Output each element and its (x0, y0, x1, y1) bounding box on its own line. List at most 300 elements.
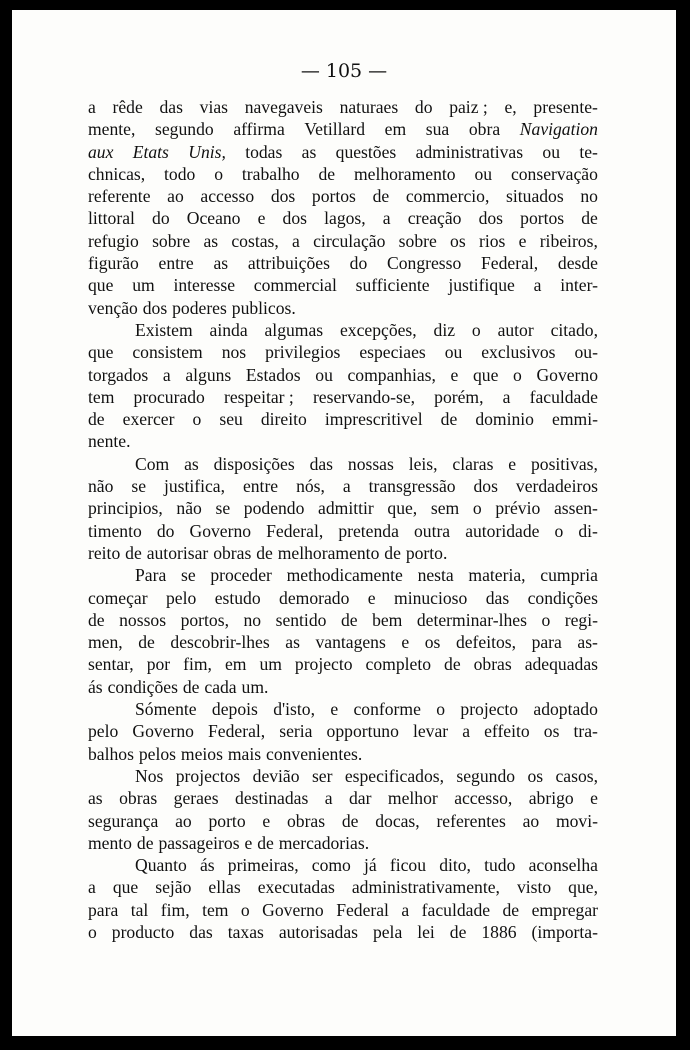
word: attribuições (247, 253, 330, 274)
word: o (554, 520, 564, 541)
word: ou (474, 163, 493, 184)
text-line (88, 297, 598, 319)
word: interesse (173, 275, 236, 296)
word: a (502, 386, 511, 407)
text-line (88, 698, 598, 720)
word: dar (349, 788, 372, 809)
word: porto. (405, 542, 448, 563)
paragraph (88, 765, 598, 854)
word: de (444, 654, 461, 675)
word: de (440, 409, 458, 430)
word: balhos (88, 743, 134, 764)
word: e (508, 453, 517, 474)
word: reservando-se, (312, 386, 416, 407)
word: não (88, 476, 114, 497)
word: ficou (389, 855, 427, 876)
word: e (450, 364, 459, 385)
word: Governo (132, 721, 194, 742)
word: melhor (387, 788, 438, 809)
text-line (88, 364, 598, 386)
paragraph (88, 564, 598, 698)
word: geraes (173, 788, 219, 809)
word: e (257, 208, 266, 229)
word: seu (219, 409, 243, 430)
word: autoridade (465, 520, 540, 541)
word: autorisadas (278, 921, 358, 942)
word: das (159, 97, 183, 117)
word: timento (88, 520, 142, 541)
word: questões (335, 141, 397, 162)
word: condições (107, 676, 178, 697)
word: navegaveis (244, 97, 323, 117)
word: Nos (135, 765, 164, 786)
word: obra (468, 119, 501, 140)
word: convenientes. (266, 743, 363, 764)
word: ou (542, 141, 560, 162)
word: mente, (88, 119, 136, 140)
word: Navigation (519, 119, 598, 140)
word: circulação (313, 230, 386, 251)
word: algumas (264, 319, 324, 340)
word: nossas (347, 453, 394, 474)
word: especiaes (359, 342, 426, 363)
text-line (88, 386, 598, 408)
word: das (485, 587, 510, 608)
word: littoral (88, 208, 135, 229)
word: obras (473, 654, 512, 675)
word: descobrir-lhes (170, 632, 270, 653)
text-line (88, 163, 598, 185)
word: nós, (296, 476, 325, 497)
word: methodicamente (286, 565, 403, 586)
word: bem (372, 609, 403, 630)
word: primeiras, (227, 855, 299, 876)
word: lagos, (324, 208, 366, 229)
word: para (531, 632, 562, 653)
word: dominio (475, 409, 534, 430)
paragraph (88, 854, 598, 943)
word: os (527, 765, 544, 786)
word: Unis, (188, 141, 226, 162)
word: os (543, 721, 560, 742)
word: passageiros (158, 832, 240, 853)
word: materia, (468, 565, 526, 586)
text-line (88, 319, 598, 341)
word: direito (260, 409, 307, 430)
word: Etats (132, 141, 169, 162)
text-line (88, 564, 598, 586)
word: chnicas, (88, 163, 146, 184)
word: mento (88, 832, 132, 853)
word: taxas (227, 921, 264, 942)
word: adoptado (533, 699, 598, 720)
word: tra- (573, 721, 598, 742)
word: projecto (460, 699, 519, 720)
word: se (215, 498, 231, 519)
word: a (162, 364, 171, 385)
word: Oceano (186, 208, 241, 229)
word: ainda (209, 319, 248, 340)
word: proceder (210, 565, 272, 586)
word: movi- (555, 810, 598, 831)
word: levar (412, 721, 449, 742)
word: Com (135, 453, 170, 474)
word: o (541, 609, 551, 630)
word: destinadas (235, 788, 309, 809)
word: faculdade (529, 386, 598, 407)
word: verdadeiros (515, 476, 598, 497)
word: de (256, 542, 273, 563)
word: do (349, 253, 368, 274)
word: começar (88, 587, 148, 608)
word: sobre (398, 230, 437, 251)
paragraph (88, 96, 598, 319)
word: portos (311, 186, 356, 207)
word: ellas (208, 877, 241, 898)
word: Para (135, 565, 167, 586)
word: opportuno (326, 721, 399, 742)
word: principios, (88, 498, 163, 519)
word: a (88, 97, 96, 117)
word: no (243, 609, 262, 630)
word: e (367, 587, 376, 608)
word: paiz ; (449, 97, 488, 117)
word: Federal, (481, 253, 539, 274)
word: autorisar (146, 542, 209, 563)
word: cumpria (540, 565, 598, 586)
word: commercio, (405, 186, 490, 207)
word: assen- (553, 498, 598, 519)
word: naturaes (339, 97, 399, 117)
word: cada (204, 676, 237, 697)
word: portos (520, 208, 565, 229)
word: o (88, 921, 97, 942)
word: commercial (253, 275, 337, 296)
word: desde (557, 253, 598, 274)
word: inter- (560, 275, 598, 296)
word: Existem (135, 319, 193, 340)
word: defeitos, (455, 632, 517, 653)
word: rêde (112, 97, 143, 117)
word: tudo (484, 855, 516, 876)
word: figurão (88, 253, 139, 274)
word: referente (88, 186, 151, 207)
word: sentar, (88, 654, 134, 675)
word: em (224, 654, 247, 675)
word: a (342, 476, 351, 497)
word: respeitar ; (223, 386, 294, 407)
word: ao (175, 810, 192, 831)
word: de (581, 208, 598, 229)
word: entre (158, 253, 194, 274)
word: trabalho (241, 163, 300, 184)
word: faculdade (421, 899, 491, 920)
word: dos (473, 476, 498, 497)
word: di- (578, 520, 598, 541)
word: a (292, 230, 300, 251)
text-line (88, 854, 598, 876)
text-line (88, 341, 598, 363)
word: citado, (550, 319, 598, 340)
word: por (146, 654, 171, 675)
word: completo (365, 654, 432, 675)
word: sufficiente (355, 275, 430, 296)
word: que (112, 877, 139, 898)
word: emmi- (552, 409, 598, 430)
word: e (330, 699, 339, 720)
word: ribeiros, (539, 230, 598, 251)
page-number: — 105 — (300, 60, 388, 82)
word: conforme (353, 699, 421, 720)
word: ser (311, 765, 333, 786)
word: Governo (262, 899, 324, 920)
word: vias (199, 97, 228, 117)
word: podendo (243, 498, 305, 519)
word: exercer (122, 409, 175, 430)
word: que, (387, 498, 418, 519)
word: exclusivos (481, 342, 556, 363)
word: e (401, 632, 410, 653)
text-line (88, 921, 598, 943)
word: empregar (531, 899, 598, 920)
word: conservação (510, 163, 598, 184)
paragraph (88, 698, 598, 765)
word: refugio (88, 230, 139, 251)
text-line (88, 810, 598, 832)
word: seria (279, 721, 313, 742)
word: dito, (439, 855, 471, 876)
word: pelos (138, 743, 176, 764)
word: costas, (231, 230, 279, 251)
word: pela (372, 921, 403, 942)
word: ou- (574, 342, 598, 363)
word: e (244, 832, 253, 853)
word: o (240, 899, 250, 920)
word: as (285, 632, 300, 653)
word: depois (211, 699, 258, 720)
word: minucioso (394, 587, 468, 608)
word: das (189, 921, 213, 942)
word: abrigo (528, 788, 574, 809)
word: de (88, 409, 105, 430)
word: accesso, (454, 788, 513, 809)
text-line (88, 430, 598, 452)
word: das (309, 453, 334, 474)
word: para (88, 899, 119, 920)
word: admittir (318, 498, 374, 519)
word: regi- (564, 609, 598, 630)
text-line (88, 453, 598, 475)
word: aux (88, 141, 114, 162)
text-line (88, 542, 598, 564)
word: entre (242, 476, 279, 497)
word: consistem (132, 342, 203, 363)
word: obras (119, 788, 158, 809)
word: não (176, 498, 202, 519)
word: demorado (279, 587, 350, 608)
word: poderes (172, 297, 227, 318)
word: segundo (155, 119, 214, 140)
word: a (382, 208, 391, 229)
word: de (88, 609, 105, 630)
word: tal (130, 899, 149, 920)
word: transgressão (368, 476, 456, 497)
word: dos (478, 208, 504, 229)
word: de (340, 609, 358, 630)
word: melhoramento (353, 163, 456, 184)
word: casos, (555, 765, 598, 786)
word: prévio (495, 498, 541, 519)
word: nossos (119, 609, 167, 630)
word: segundo (456, 765, 516, 786)
word: Federal, (208, 721, 266, 742)
word: nos (221, 342, 247, 363)
word: docas, (375, 810, 420, 831)
word: o (214, 163, 224, 184)
paragraph (88, 453, 598, 564)
word: devião (252, 765, 300, 786)
word: as (301, 141, 317, 162)
word: todas (245, 141, 283, 162)
word: ás (199, 855, 215, 876)
word: procurado (133, 386, 205, 407)
word: do (156, 520, 175, 541)
book-page (12, 10, 676, 1036)
word: de (372, 186, 390, 207)
word: de (138, 632, 155, 653)
word: outra (413, 520, 451, 541)
text-line (88, 230, 598, 252)
word: leis, (408, 453, 438, 474)
word: o (471, 319, 481, 340)
word: o (513, 364, 522, 385)
word: de (502, 899, 520, 920)
word: segurança (88, 810, 159, 831)
word: imprescritivel (324, 409, 423, 430)
word: do (152, 208, 170, 229)
word: os (450, 230, 466, 251)
word: se (131, 476, 146, 497)
text-line (88, 876, 598, 898)
word: determinar-lhes (416, 609, 527, 630)
word: ao (167, 186, 184, 207)
word: de (318, 163, 336, 184)
word: te- (579, 141, 598, 162)
word: melhoramento (277, 542, 380, 563)
word: fim, (183, 654, 212, 675)
word: companhias, (347, 364, 436, 385)
word: sobre (152, 230, 191, 251)
word: de (449, 921, 467, 942)
word: nente. (88, 431, 131, 452)
word: sem (430, 498, 460, 519)
word: visto (516, 877, 552, 898)
word: ás (88, 676, 103, 697)
text-line (88, 587, 598, 609)
text-line (88, 185, 598, 207)
word: obras (213, 542, 252, 563)
word: diz (433, 319, 456, 340)
word: 1886 (481, 921, 517, 942)
text-line (88, 207, 598, 229)
word: sentido (275, 609, 327, 630)
word: projecto (294, 654, 353, 675)
word: meios (180, 743, 223, 764)
word: a (401, 899, 410, 920)
word: Federal (336, 899, 389, 920)
word: creação (407, 208, 462, 229)
text-line (88, 141, 598, 163)
word: em (384, 119, 407, 140)
word: ou (444, 342, 463, 363)
word: situados (506, 186, 564, 207)
word: administrativas (415, 141, 524, 162)
word: dos (282, 208, 307, 229)
word: positivas, (530, 453, 598, 474)
word: de (384, 542, 401, 563)
text-line (88, 274, 598, 296)
word: Congresso (386, 253, 462, 274)
word: e (518, 230, 527, 251)
word: as (88, 788, 103, 809)
text-line (88, 653, 598, 675)
word: vantagens (315, 632, 386, 653)
word: obras (286, 810, 326, 831)
text-line (88, 475, 598, 497)
word: como (311, 855, 351, 876)
text-line (88, 118, 598, 140)
word: de (182, 676, 200, 697)
word: porém, (434, 386, 484, 407)
word: e (262, 810, 271, 831)
word: privilegios (265, 342, 341, 363)
text-line (88, 252, 598, 274)
word: um. (241, 676, 269, 697)
word: mercadorias. (278, 832, 370, 853)
word: projectos (175, 765, 241, 786)
word: condições (527, 587, 598, 608)
word: a (533, 275, 542, 296)
word: já (364, 855, 377, 876)
word: Governo (536, 364, 598, 385)
word: no (580, 186, 598, 207)
text-line (88, 720, 598, 742)
word: administrativamente, (351, 877, 500, 898)
word: as (213, 253, 229, 274)
body-text (88, 96, 598, 943)
word: rios (478, 230, 506, 251)
word: Quanto (135, 855, 187, 876)
word: tem (202, 899, 229, 920)
word: Sómente (135, 699, 197, 720)
word: de (257, 832, 274, 853)
word: as (203, 230, 219, 251)
word: porto (208, 810, 246, 831)
text-line (88, 96, 598, 118)
word: publicos. (231, 297, 296, 318)
word: as- (577, 632, 598, 653)
word: venção (88, 297, 138, 318)
word: o (192, 409, 202, 430)
word: justifica, (163, 476, 226, 497)
word: excepções, (340, 319, 417, 340)
word: nesta (417, 565, 454, 586)
word: dos (270, 186, 296, 207)
word: um (132, 275, 155, 296)
text-line (88, 408, 598, 430)
text-line (88, 832, 598, 854)
word: alguns (185, 364, 232, 385)
